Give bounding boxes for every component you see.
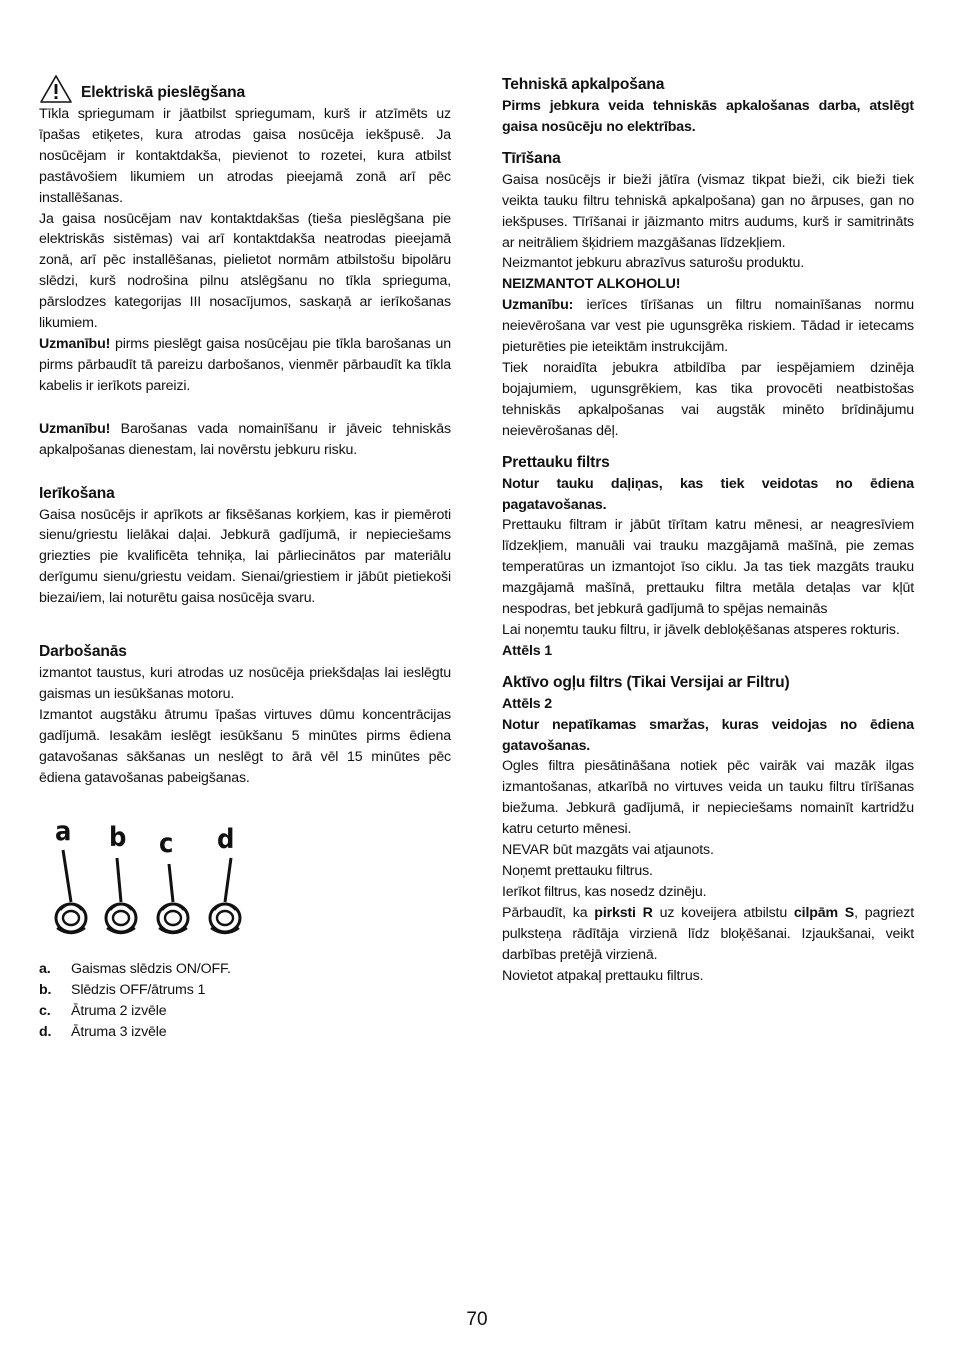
carbon-filter-paragraph-6: Novietot atpakaļ prettauku filtrus. [502, 967, 704, 984]
cleaning-paragraph-2: Neizmantot jebkuru abrazīvus saturošu produktu. [502, 255, 805, 272]
left-column [39, 74, 451, 1043]
right-column [502, 74, 914, 986]
electrical-paragraph-4 [39, 419, 451, 461]
knob-c [158, 904, 188, 933]
legend-item: b. Slēdzis OFF/ātrums 1 [39, 982, 206, 999]
carbon-filter-paragraph-4: Ierīkot filtrus, kas nosedz dzinēju. [502, 883, 707, 900]
electrical-paragraph-1: Tīkla spriegumam ir jāatbilst spriegumam, kurš ir atzīmēts uz īpašas etiķetes, kura atrodas gaisa nosūcēja iekšpusē. Ja nosūcējam ir kontaktdakša, pievienot to rozetei, kura atbilst pastāvošiem likumiem un atrodas pieejamā zonā arī pēc installēšanas. [39, 106, 451, 206]
cleaning-paragraph-1: Gaisa nosūcējs ir bieži jātīra (vismaz tikpat bieži, cik bieži tiek veikta tauku filtru tehniskā apkalpošana) gan no ārpuses, gan no iekšpuses. Tīrīšanai ir jāizmanto mitrs audums, kurš ir samitrināts ar neitrāliem šķidriem mazgāšanas līdzekļiem. [502, 171, 914, 251]
legend-item: a. Gaismas slēdzis ON/OFF. [39, 961, 231, 978]
warning-label: Uzmanību! [39, 420, 111, 437]
page-number: 70 [466, 1309, 488, 1330]
carbon-filter-figure-ref: Attēls 2 [502, 695, 553, 712]
cleaning-alcohol-warning: NEIZMANTOT ALKOHOLU! [502, 276, 681, 293]
knob-a [56, 904, 86, 933]
carbon-filter-paragraph-1: Ogles filtra piesātināšana notiek pēc vairāk vai mazāk ilgas izmantošanas, atkarībā no virtuves veida un tauku filtru tīrīšanas biežuma. Jebkurā gadījumā, ir nepieciešams nomainīt kartridžu katru ceturto mēnesi. [502, 758, 914, 838]
grease-filter-figure-ref: Attēls 1 [502, 642, 553, 659]
knob-letter-a: a [55, 816, 72, 848]
carbon-filter-title: Aktīvo ogļu filtrs (Tikai Versijai ar Filtru) [502, 673, 790, 691]
carbon-filter-paragraph-2: NEVAR būt mazgāts vai atjaunots. [502, 842, 714, 859]
grease-filter-paragraph-2: Lai noņemtu tauku filtru, ir jāvelk debloķēšanas atsperes rokturis. [502, 621, 900, 638]
control-knobs-figure [51, 816, 271, 946]
cleaning-title: Tīrīšana [502, 149, 561, 167]
operation-title: Darbošanās [39, 643, 127, 661]
carbon-filter-paragraph-5: Pārbaudīt, ka pirksti R uz koveijera atbilstu cilpām S, pagriezt pulksteņa rādītāja virzienā līdz bloķēšanai. Izjaukšanai, veikt darbības pretējā virzienā. [502, 904, 914, 963]
carbon-filter-summary: Notur nepatīkamas smaržas, kuras veidojas no ēdiena gatavošanas. [502, 716, 914, 754]
cleaning-paragraph-5: Tiek noraidīta jebukra atbildība par iespējamiem dzinēja bojajumiem, ugunsgrēkiem, kas tika provocēti neatbistošas tehniskās apkalpošanas vai augstāk minēto brīdinājumu neievērošanas dēļ. [502, 359, 914, 439]
warning-label: Uzmanību! [39, 335, 111, 352]
electrical-title: Elektriskā pieslēgšana [81, 84, 245, 101]
electrical-paragraph-3 [39, 334, 451, 397]
maintenance-warning: Pirms jebkura veida tehniskās apkalošanas darba, atslēgt gaisa nosūcēju no elektrības. [502, 98, 914, 135]
legend-item: d. Ātruma 3 izvēle [39, 1024, 167, 1041]
operation-paragraph-2: Izmantot augstāku ātrumu īpašas virtuves dūmu koncentrācijas gadījumā. Iesakām ieslēgt iesūkšanu 5 minūtes pirms ēdiena gatavošanas sākšanas un neslēgt to ārā vēl 15 minūtes pēc ēdiena gatavošanas pabeigšanas. [39, 706, 451, 786]
cleaning-paragraph-4: Uzmanību: ierīces tīrīšanas un filtru nomainīšanas normu neievērošana var vest pie ugunsgrēka riskiem. Tādad ir ietecams pieturēties pie ieteiktām instrukcijām. [502, 297, 914, 356]
knob-letter-b: b [109, 822, 127, 854]
knob-letter-d: d [217, 824, 235, 856]
warning-triangle-icon [39, 74, 73, 104]
operation-paragraph-1: izmantot taustus, kuri atrodas uz nosūcēja priekšdaļas lai ieslēgtu gaismas un iesūkšanas motoru. [39, 665, 451, 702]
legend-item: c. Ātruma 2 izvēle [39, 1003, 167, 1020]
electrical-paragraph-2: Ja gaisa nosūcējam nav kontaktdakšas (tieša pieslēgšana pie elektriskās sistēmas) vai arī kontaktdakša neatrodas pieejamā zonā, arī pēc installēšanas, pielietot normām atbilstošu bipolāru slēdzi, kurš nodrošina pilnu atslēgšanu no tīkla sprieguma, pārslodzes kategorijas III nosacījumos, saskaņā ar ierīkošanas likumiem. [39, 210, 451, 332]
electrical-paragraph-3-text: pirms pieslēgt gaisa nosūcējau pie tīkla barošanas un pirms pārbaudīt tā pareizu darbošanos, vienmēr pārbaudīt ka tīkla kabelis ir ierīkots pareizi. [39, 335, 451, 394]
carbon-filter-paragraph-3: Noņemt prettauku filtrus. [502, 863, 653, 879]
grease-filter-summary: Notur tauku daļiņas, kas tiek veidotas no ēdiena pagatavošanas. [502, 475, 914, 513]
knob-b [106, 904, 136, 933]
installation-title: Ierīkošana [39, 484, 115, 502]
grease-filter-title: Prettauku filtrs [502, 453, 610, 471]
knob-letter-c: c [159, 828, 174, 860]
grease-filter-paragraph-1: Prettauku filtram ir jābūt tīrītam katru mēnesi, ar neagresīviem līdzekļiem, manuāli vai trauku mazgājamā mašīnā, pie zemas temperatūras un izmantojot īso ciklu. Ja tas tiek mazgāts trauku mazgājamā mašīnā, prettauku filtra metāla detaļas var kļūt nespodras, bet jebkurā gadījumā to spējas nemainās [502, 517, 914, 618]
electrical-heading-row [39, 74, 451, 104]
maintenance-title: Tehniskā apkalpošana [502, 76, 665, 93]
installation-paragraph: Gaisa nosūcējs ir aprīkots ar fiksēšanas korķiem, kas ir piemēroti sienu/griestu lielākai daļai. Jebkurā gadījumā, ir nepieciešams griezties pie kvalificēta tehniķa, lai pārliecinātos par materiālu derīgumu sienu/griestu veidam. Sienai/griestiem ir jābūt pietiekoši biezai/iem, lai noturētu gaisa nosūcēja svaru. [39, 506, 451, 607]
knob-legend [39, 959, 451, 1043]
knob-d [210, 904, 240, 933]
electrical-paragraph-4-text: Barošanas vada nomainīšanu ir jāveic tehniskās apkalpošanas dienestam, lai novērstu jebkuru risku. [39, 420, 451, 458]
warning-label: Uzmanību: [502, 297, 574, 314]
